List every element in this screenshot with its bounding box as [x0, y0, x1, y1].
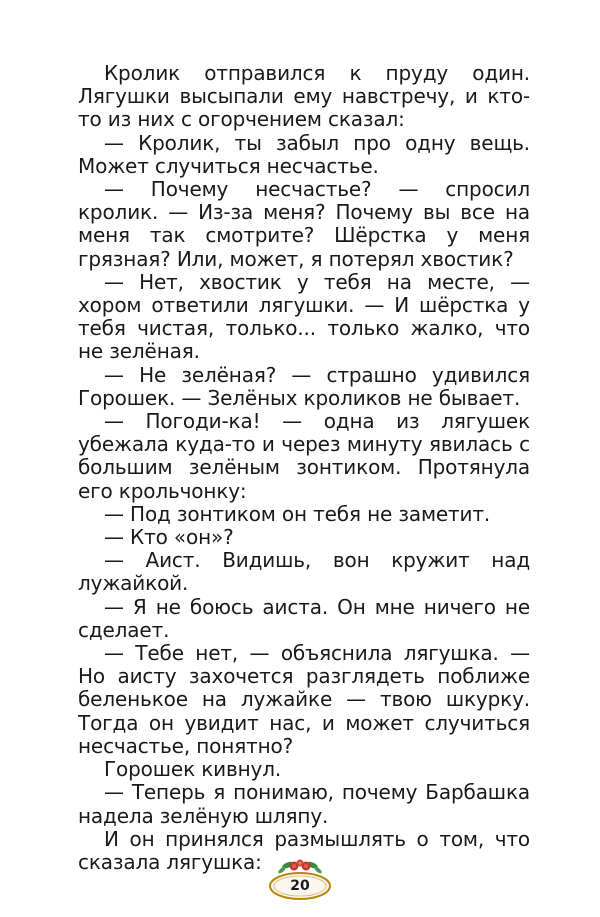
paragraph: — Теперь я понимаю, почему Барбашка надела зелёную шляпу.	[78, 780, 530, 828]
paragraph: — Тебе нет, — объяснила лягушка. — Но аисту захочется разглядеть поближе беленькое на лужайке — твою шкурку. Тогда он увидит нас, и может случиться несчастье, понятно?	[78, 641, 530, 758]
paragraph: — Кто «он»?	[104, 525, 234, 550]
paragraph: — Под зонтиком он тебя не заметит.	[104, 501, 491, 526]
paragraph: — Кролик, ты забыл про одну вещь. Может случиться несчастье.	[78, 130, 530, 178]
paragraph: — Не зелёная? — страшно удивился Горошек. — Зелёных кроликов не бывает.	[78, 362, 530, 410]
paragraph: И он принялся размышлять о том, что сказала лягушка:	[78, 826, 530, 874]
paragraph: Горошек кивнул.	[104, 757, 282, 782]
paragraph: Кролик отправился к пруду один. Лягушки высыпали ему навстречу, и кто-то из них с огорчением сказал:	[78, 61, 530, 132]
paragraph: — Почему несчастье? — спросил кролик. — Из-за меня? Почему вы все на меня так смотрите? Шёрстка у меня грязная? Или, может, я потерял хвостик?	[78, 177, 530, 271]
paragraph: — Я не боюсь аиста. Он мне ничего не сделает.	[78, 594, 530, 642]
page-number: 20	[290, 878, 310, 894]
page-footer	[0, 852, 600, 907]
paragraph: — Нет, хвостик у тебя на месте, — хором ответили лягушки. — И шёрстка у тебя чистая, только... только жалко, что не зелёная.	[78, 269, 530, 364]
story-text	[78, 62, 530, 874]
paragraph: — Аист. Видишь, вон кружит над лужайкой.	[78, 548, 530, 596]
paragraph: — Погоди-ка! — одна из лягушек убежала куда-то и через минуту явилась с большим зелёным зонтиком. Протянула его крольчонку:	[78, 409, 530, 503]
